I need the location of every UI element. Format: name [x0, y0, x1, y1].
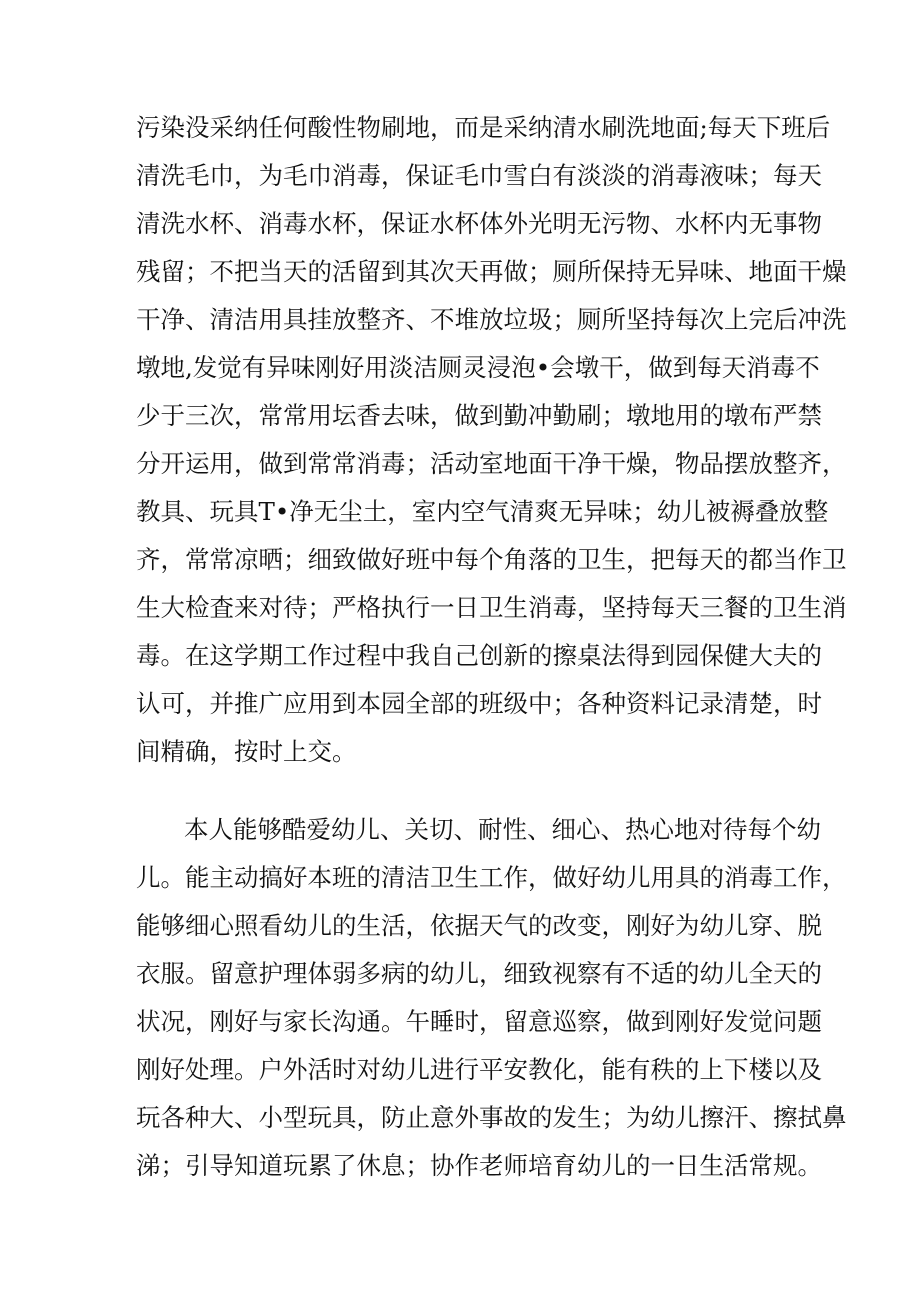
text-line: 清洗水杯、消毒水杯，保证水杯体外光明无污物、水杯内无事物: [136, 209, 822, 238]
text-line: 儿。能主动搞好本班的清洁卫生工作，做好幼儿用具的消毒工作，: [136, 863, 847, 892]
text-line: 毒。在这学期工作过程中我自己创新的擦桌法得到园保健大夫的: [136, 641, 822, 670]
text-line: 墩地,发觉有异味刚好用淡洁厕灵浸泡•会墩干，做到每天消毒不: [136, 353, 820, 382]
text-line: 生大检査来对待；严格执行一日卫生消毒，坚持每天三餐的卫生消: [136, 593, 847, 622]
text-line: 干净、清洁用具挂放整齐、不堆放垃圾；厕所坚持每次上完后冲洗: [136, 305, 847, 334]
text-line: 玩各种大、小型玩具，防止意外事故的发生；为幼儿擦汗、擦拭鼻: [136, 1103, 847, 1132]
text-line: 残留；不把当天的活留到其次天再做；厕所保持无异味、地面干燥: [136, 257, 847, 286]
text-line: 齐，常常凉晒；细致做好班中每个角落的卫生，把每天的都当作卫: [136, 545, 847, 574]
text-line: 少于三次，常常用坛香去味，做到勤冲勤刷；墩地用的墩布严禁: [136, 401, 822, 430]
text-line: 衣服。留意护理体弱多病的幼儿，细致视察有不适的幼儿全天的: [136, 959, 822, 988]
text-line: 分开运用，做到常常消毒；活动室地面干净干燥，物品摆放整齐，: [136, 449, 847, 478]
text-line: 本人能够酷爱幼儿、关切、耐性、细心、热心地对待每个幼: [184, 815, 821, 844]
text-line: 能够细心照看幼儿的生活，依据天气的改变，刚好为幼儿穿、脱: [136, 911, 822, 940]
text-line: 涕；引导知道玩累了休息；协作老师培育幼儿的一日生活常规。: [136, 1151, 822, 1180]
text-line: 污染没采纳任何酸性物刷地，而是采纳清水刷洗地面;每天下班后: [136, 113, 831, 142]
text-line: 认可，并推广应用到本园全部的班级中；各种资料记录清楚，时: [136, 689, 822, 718]
text-line: 刚好处理。户外活时对幼儿进行平安教化，能有秩的上下楼以及: [136, 1055, 822, 1084]
text-line: 间精确，按时上交。: [136, 737, 357, 766]
text-line: 教具、玩具T•净无尘土，室内空气清爽无异味；幼儿被褥叠放整: [136, 497, 829, 526]
text-line: 清洗毛巾，为毛巾消毒，保证毛巾雪白有淡淡的消毒液味；每天: [136, 161, 822, 190]
text-line: 状况，刚好与家长沟通。午睡时，留意巡察，做到刚好发觉问题: [136, 1007, 822, 1036]
